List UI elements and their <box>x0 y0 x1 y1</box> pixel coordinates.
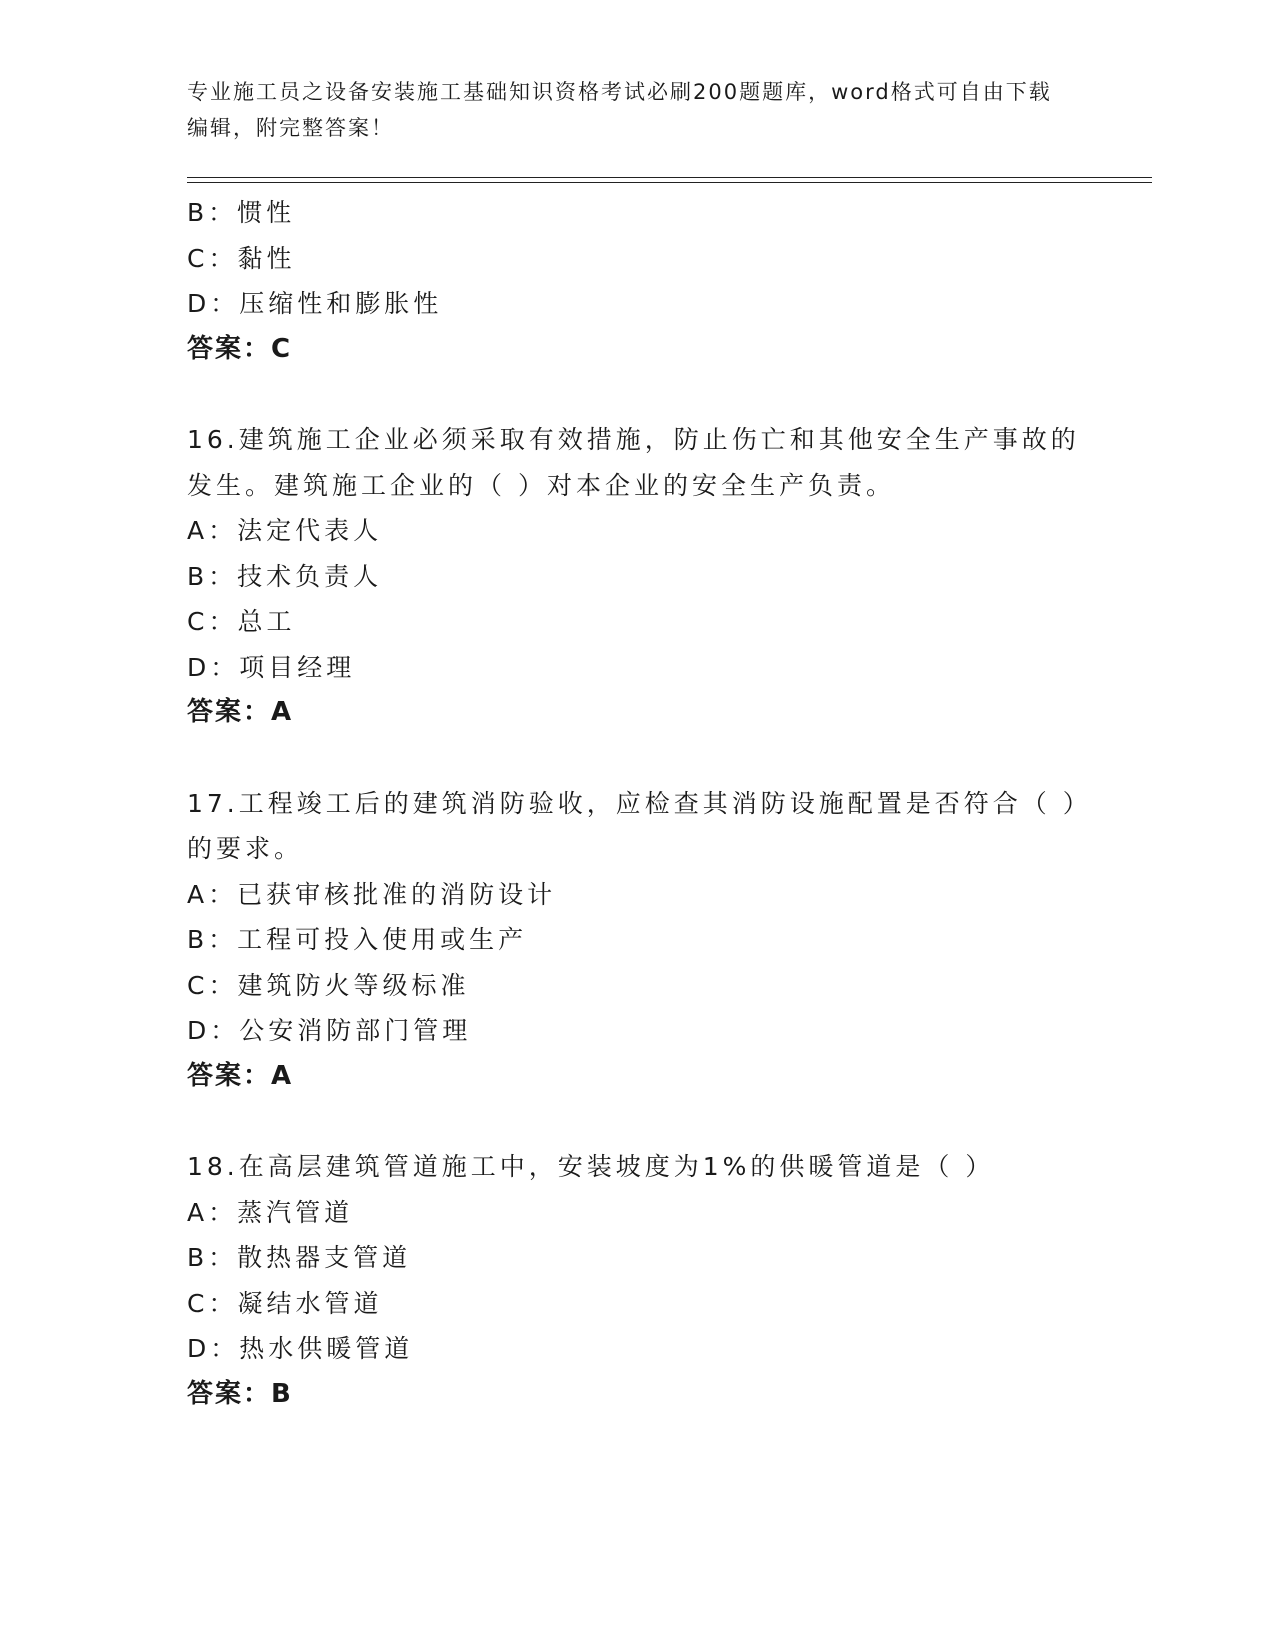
question-text: 18.在高层建筑管道施工中，安装坡度为1%的供暖管道是（ ） <box>187 1152 995 1181</box>
option-d: D：压缩性和膨胀性 <box>187 289 443 318</box>
option-a: A：已获审核批准的消防设计 <box>187 879 557 909</box>
answer-line: 答案：B <box>187 1378 293 1409</box>
answer-line: 答案：A <box>187 697 294 727</box>
question-list <box>187 190 1087 1462</box>
header-divider-bottom <box>187 182 1152 183</box>
option-c: C：总工 <box>187 607 296 636</box>
option-b: B：惯性 <box>187 198 296 227</box>
option-b: B：技术负责人 <box>187 561 383 591</box>
option-c: C：建筑防火等级标准 <box>187 970 470 1000</box>
question-block-18 <box>187 1144 1087 1417</box>
document-header: 专业施工员之设备安装施工基础知识资格考试必刷200题题库，word格式可自由下载编辑，附完整答案！ <box>187 80 1052 140</box>
question-block-15-partial <box>187 190 1087 372</box>
option-b: B：散热器支管道 <box>187 1243 412 1272</box>
question-text: 16.建筑施工企业必须采取有效措施，防止伤亡和其他安全生产事故的发生。建筑施工企业的（ ）对本企业的安全生产负责。 <box>187 425 1080 500</box>
option-d: D：项目经理 <box>187 652 356 682</box>
option-a: A：蒸汽管道 <box>187 1197 354 1227</box>
option-a: A：法定代表人 <box>187 516 383 545</box>
header-divider-top <box>187 177 1152 178</box>
option-c: C：黏性 <box>187 243 296 273</box>
answer-line: 答案：A <box>187 1060 294 1091</box>
question-text: 17.工程竣工后的建筑消防验收，应检查其消防设施配置是否符合（ ）的要求。 <box>187 788 1080 863</box>
question-block-16 <box>187 417 1087 736</box>
answer-line: 答案：C <box>187 333 293 364</box>
option-d: D：热水供暖管道 <box>187 1334 414 1363</box>
question-block-17 <box>187 781 1087 1100</box>
option-c: C：凝结水管道 <box>187 1288 383 1318</box>
option-d: D：公安消防部门管理 <box>187 1016 472 1045</box>
option-b: B：工程可投入使用或生产 <box>187 925 528 954</box>
